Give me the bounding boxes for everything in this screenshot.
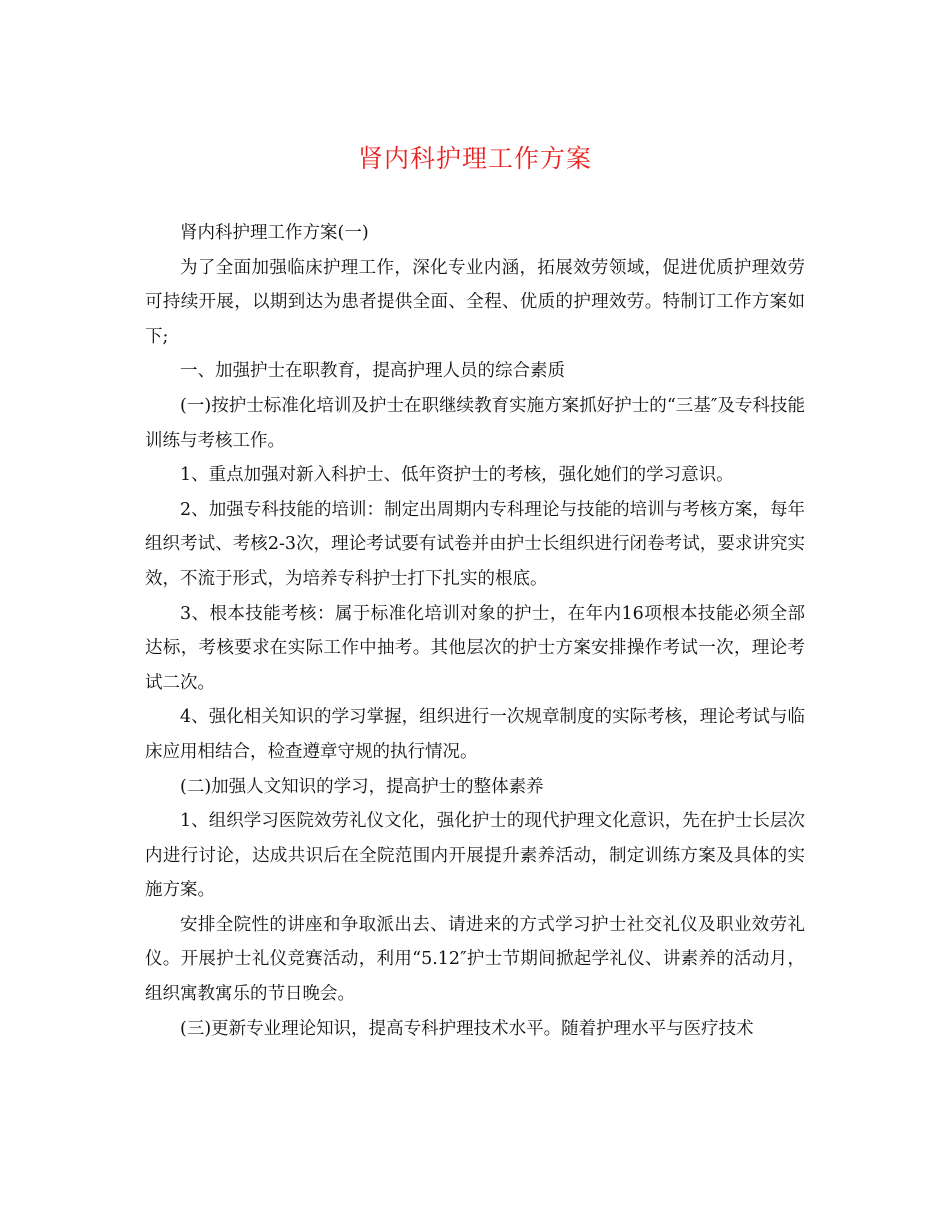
paragraph-subheading-3: (三)更新专业理论知识，提高专科护理技术水平。随着护理水平与医疗技术 xyxy=(180,1018,754,1039)
paragraph-heading-1: 一、加强护士在职教育，提高护理人员的综合素质 xyxy=(180,361,565,382)
paragraph-item-3: 3、根本技能考核：属于标准化培训对象的护士，在年内16项根本技能必须全部达标，考核要求在实际工作中抽考。其他层次的护士方案安排操作考试一次，理论考试二次。 xyxy=(145,603,805,693)
document-body xyxy=(145,216,805,1046)
paragraph-intro: 为了全面加强临床护理工作，深化专业内涵，拓展效劳领域，促进优质护理效劳可持续开展，以期到达为患者提供全面、全程、优质的护理效劳。特制订工作方案如下; xyxy=(145,257,805,347)
paragraph-subheading-1: (一)按护士标准化培训及护士在职继续教育实施方案抓好护士的“三基″及专科技能训练与考核工作。 xyxy=(145,395,805,451)
paragraph-item-6: 安排全院性的讲座和争取派出去、请进来的方式学习护士社交礼仪及职业效劳礼仪。开展护士礼仪竞赛活动，利用“5.12″护士节期间掀起学礼仪、讲素养的活动月，组织寓教寓乐的节日晚会。 xyxy=(145,914,805,1005)
paragraph-section-heading: 肾内科护理工作方案(一) xyxy=(180,223,369,243)
paragraph-item-5: 1、组织学习医院效劳礼仪文化，强化护士的现代护理文化意识，先在护士长层次内进行讨论，达成共识后在全院范围内开展提升素养活动，制定训练方案及具体的实施方案。 xyxy=(145,811,805,901)
document-title: 肾内科护理工作方案 xyxy=(357,144,592,173)
paragraph-item-1: 1、重点加强对新入科护士、低年资护士的考核，强化她们的学习意识。 xyxy=(180,465,734,486)
paragraph-item-4: 4、强化相关知识的学习掌握，组织进行一次规章制度的实际考核，理论考试与临床应用相结合，检查遵章守规的执行情况。 xyxy=(145,707,805,762)
paragraph-subheading-2: (二)加强人文知识的学习，提高护士的整体素养 xyxy=(180,776,544,797)
paragraph-item-2: 2、加强专科技能的培训：制定出周期内专科理论与技能的培训与考核方案，每年组织考试、考核2-3次，理论考试要有试卷并由护士长组织进行闭卷考试，要求讲究实效，不流于形式，为培养专科护士打下扎实的根底。 xyxy=(145,499,805,589)
